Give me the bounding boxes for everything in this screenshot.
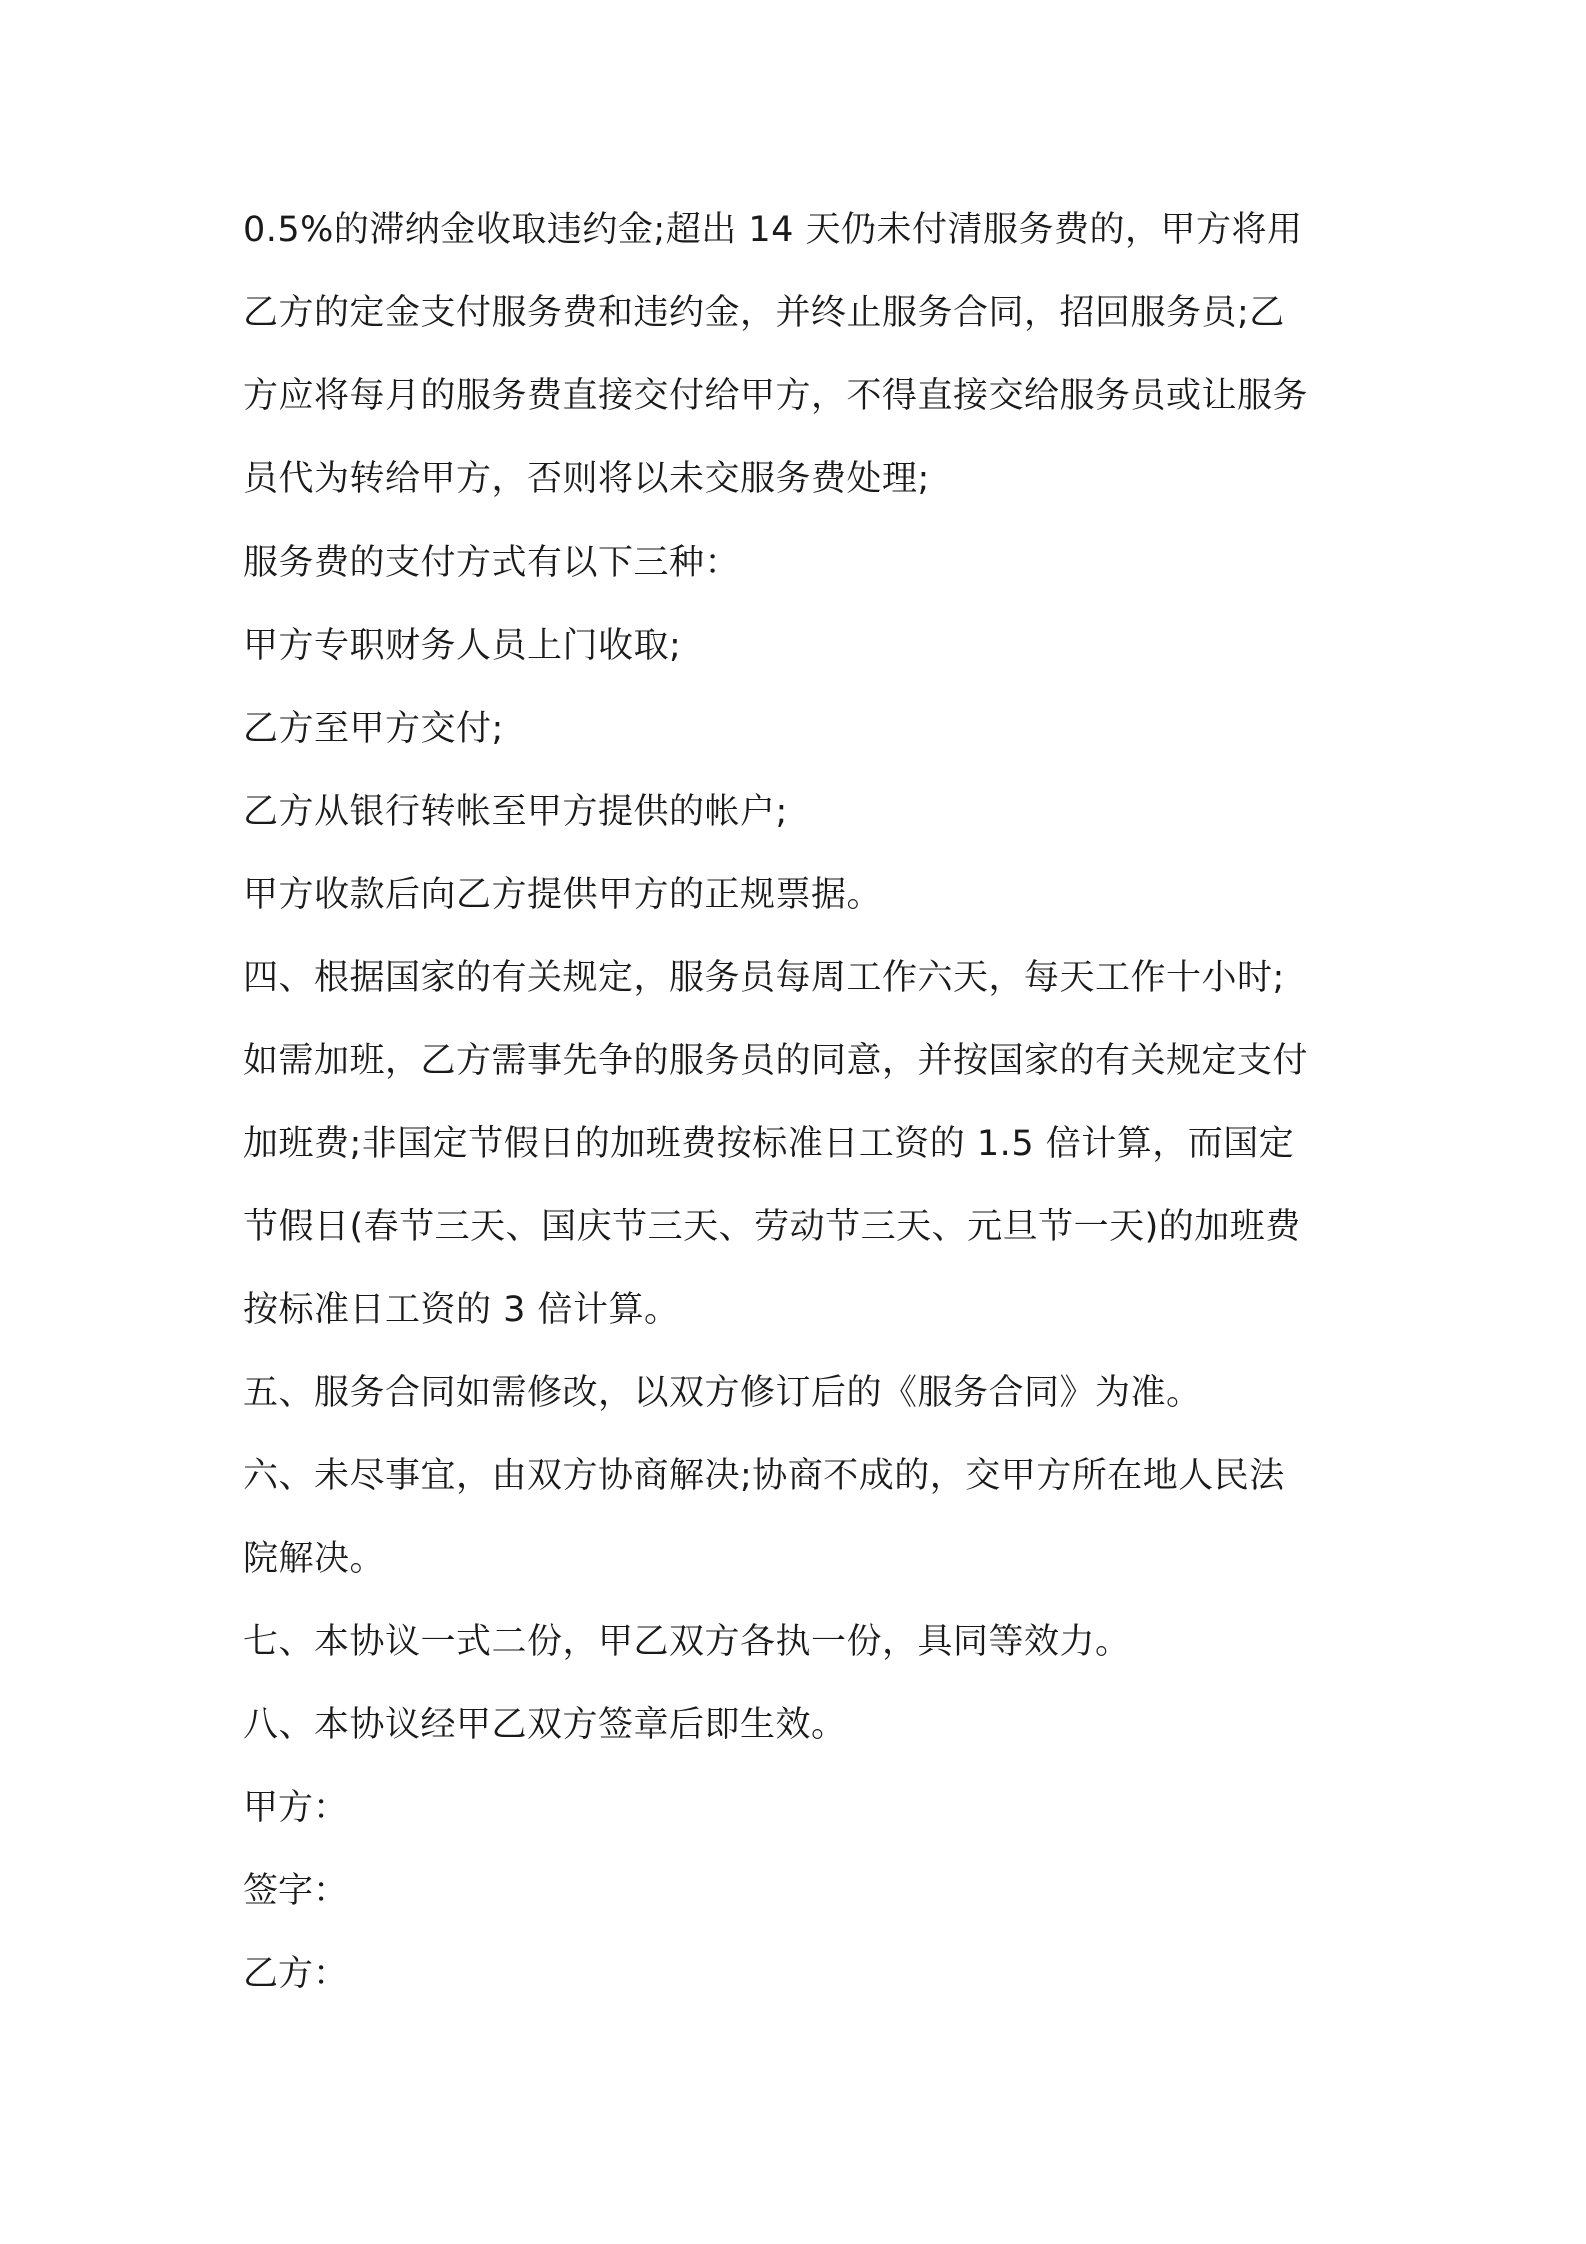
text-line: 乙方的定金支付服务费和违约金，并终止服务合同，招回服务员;乙: [243, 293, 1285, 333]
text-line: 节假日(春节三天、国庆节三天、劳动节三天、元旦节一天)的加班费: [243, 1207, 1301, 1247]
party-a-label: 甲方：: [243, 1788, 349, 1828]
signature-label: 签字：: [243, 1871, 349, 1911]
text-line: 0.5%的滞纳金收取违约金;超出 14 天仍未付清服务费的，甲方将用: [243, 210, 1303, 250]
text-line: 如需加班，乙方需事先争的服务员的同意，并按国家的有关规定支付: [243, 1041, 1309, 1081]
text-line: 按标准日工资的 3 倍计算。: [243, 1290, 680, 1330]
text-line: 院解决。: [243, 1539, 386, 1579]
text-line: 七、本协议一式二份，甲乙双方各执一份，具同等效力。: [243, 1622, 1131, 1662]
text-line: 服务费的支付方式有以下三种：: [243, 543, 741, 583]
text-line: 甲方专职财务人员上门收取;: [243, 626, 682, 666]
text-line: 乙方从银行转帐至甲方提供的帐户;: [243, 792, 788, 832]
text-line: 方应将每月的服务费直接交付给甲方，不得直接交给服务员或让服务: [243, 376, 1309, 416]
text-line: 甲方收款后向乙方提供甲方的正规票据。: [243, 875, 883, 915]
text-line: 四、根据国家的有关规定，服务员每周工作六天，每天工作十小时;: [243, 958, 1285, 998]
text-line: 五、服务合同如需修改，以双方修订后的《服务合同》为准。: [243, 1373, 1202, 1413]
text-line: 员代为转给甲方，否则将以未交服务费处理;: [243, 459, 930, 499]
text-line: 加班费;非国定节假日的加班费按标准日工资的 1.5 倍计算，而国定: [243, 1124, 1295, 1164]
party-b-label: 乙方：: [243, 1954, 349, 1994]
text-line: 六、未尽事宜，由双方协商解决;协商不成的，交甲方所在地人民法: [243, 1456, 1285, 1496]
text-line: 八、本协议经甲乙双方签章后即生效。: [243, 1705, 847, 1745]
text-line: 乙方至甲方交付;: [243, 709, 504, 749]
